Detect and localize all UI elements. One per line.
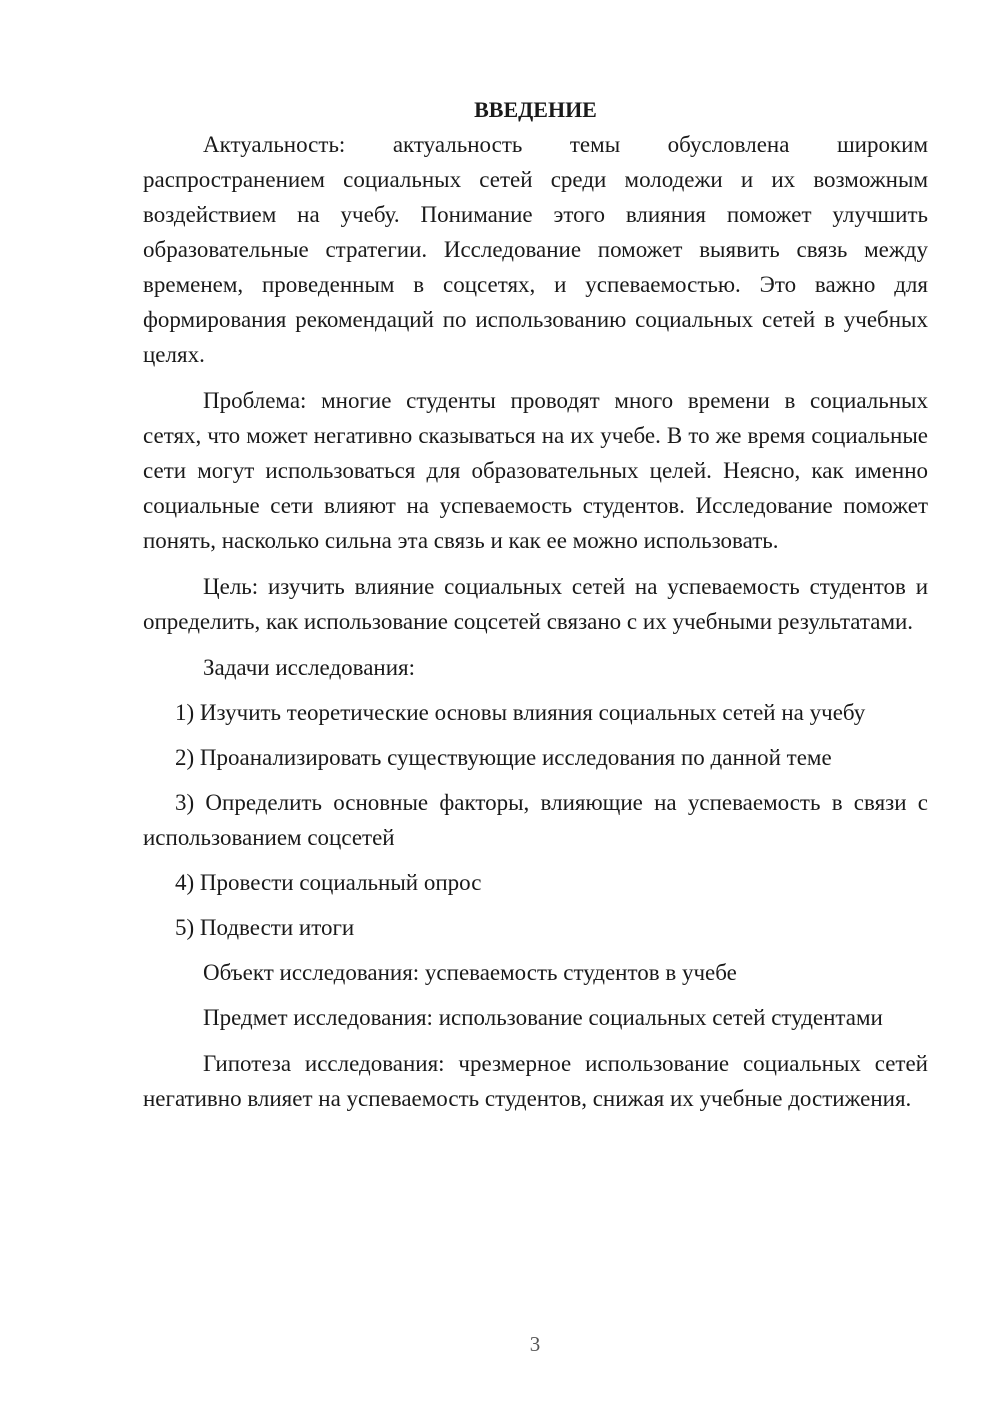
task-item-2: 2) Проанализировать существующие исследования по данной теме — [175, 745, 832, 770]
page-number: 3 — [529, 1332, 541, 1356]
task-item-4: 4) Провести социальный опрос — [175, 870, 482, 895]
tasks-list — [143, 695, 928, 945]
page-title: ВВЕДЕНИЕ — [474, 97, 597, 122]
task-item-3: 3) Определить основные факторы, влияющие на успеваемость в связи с использованием соцсетей — [143, 790, 928, 850]
problem-paragraph: Проблема: многие студенты проводят много времени в социальных сетях, что может негативно сказываться на их учебе. В то же время социальные сети могут использоваться для образовательных целей. Неясно, как именно социальные сети влияют на успеваемость студентов. Исследование поможет понять, насколько сильна эта связь и как ее можно использовать. — [143, 388, 928, 553]
object-paragraph: Объект исследования: успеваемость студентов в учебе — [203, 960, 737, 985]
task-item-1: 1) Изучить теоретические основы влияния социальных сетей на учебу — [175, 700, 866, 725]
subject-paragraph: Предмет исследования: использование социальных сетей студентами — [203, 1005, 883, 1030]
document-page — [143, 92, 928, 1127]
hypothesis-paragraph: Гипотеза исследования: чрезмерное использование социальных сетей негативно влияет на успеваемость студентов, снижая их учебные достижения. — [143, 1051, 928, 1111]
goal-paragraph: Цель: изучить влияние социальных сетей на успеваемость студентов и определить, как использование соцсетей связано с их учебными результатами. — [143, 574, 928, 634]
task-item-5: 5) Подвести итоги — [175, 915, 355, 940]
relevance-paragraph: Актуальность: актуальность темы обусловлена широким распространением социальных сетей среди молодежи и их возможным воздействием на учебу. Понимание этого влияния поможет улучшить образовательные стратегии. Исследование поможет выявить связь между временем, проведенным в соцсетях, и успеваемостью. Это важно для формирования рекомендаций по использованию социальных сетей в учебных целях. — [143, 132, 928, 367]
tasks-heading: Задачи исследования: — [203, 655, 416, 680]
